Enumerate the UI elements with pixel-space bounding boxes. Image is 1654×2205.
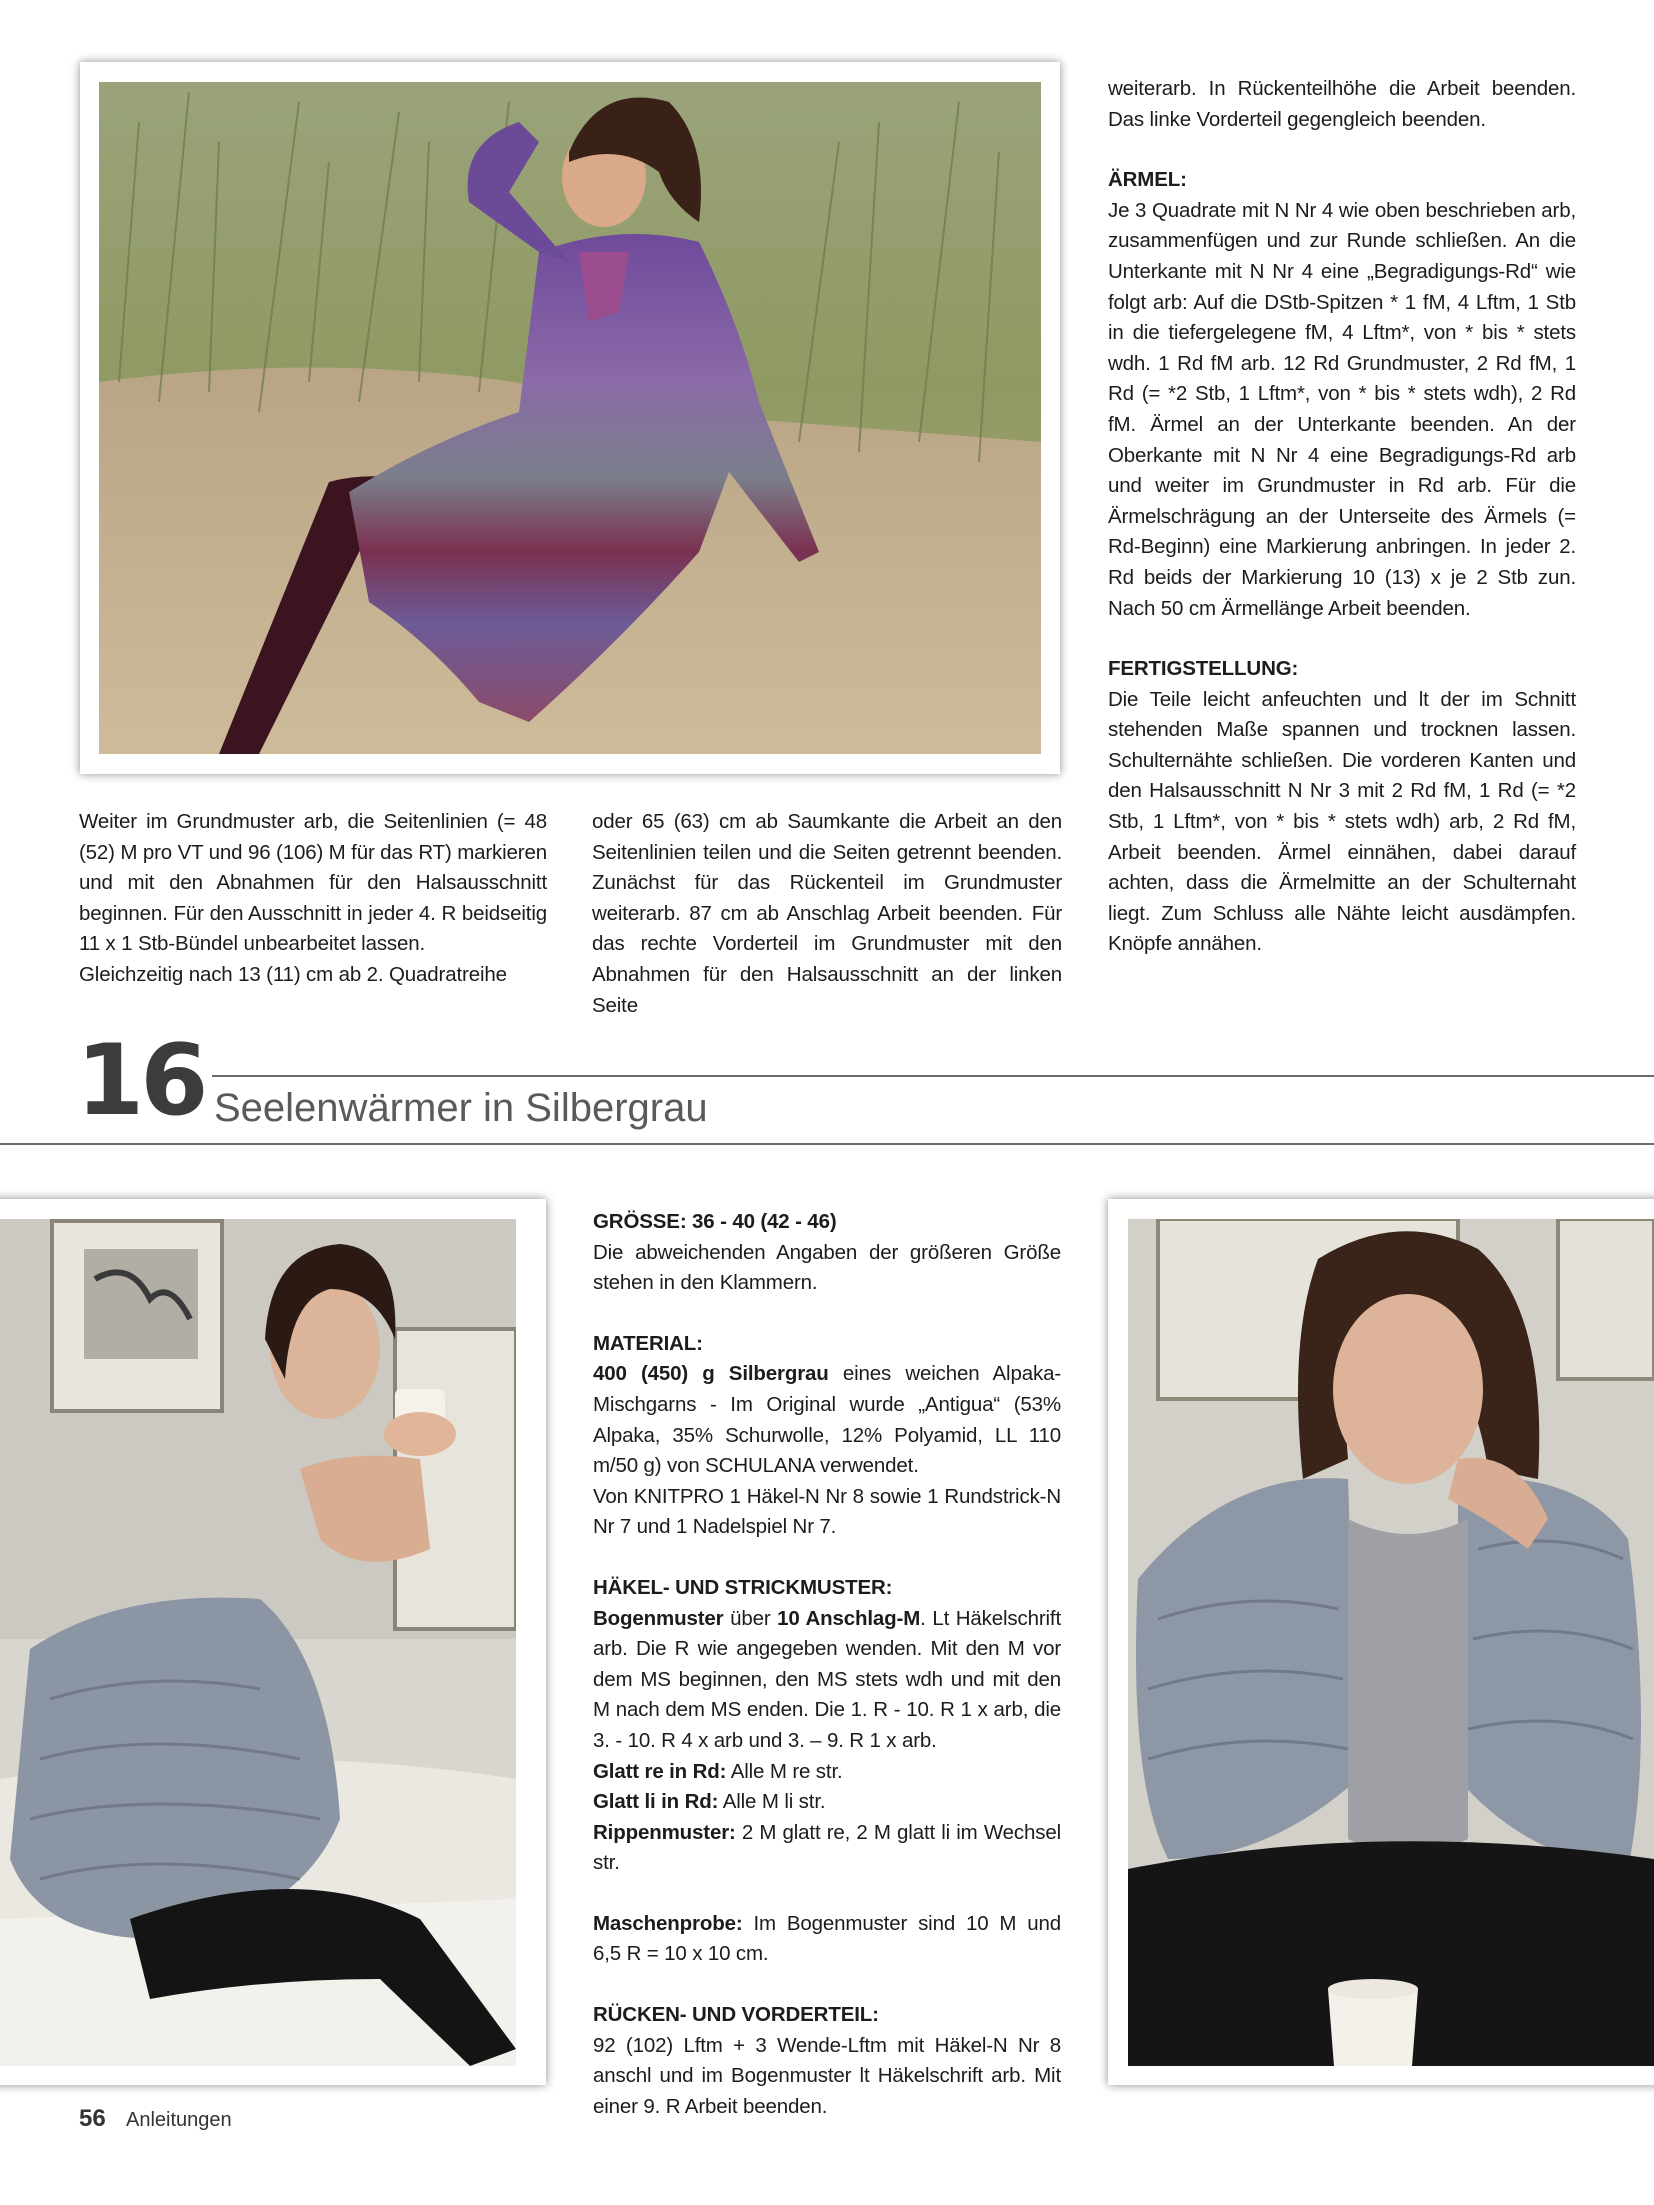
paragraph: Je 3 Quadrate mit N Nr 4 wie oben beschrieben arb, zusammenfügen und zur Runde schließen. An die Unterkante mit N Nr 4 eine „Begradigungs-Rd“ wie folgt arb: Auf die DStb-Spitzen * 1 fM, 4 Lftm, 1 Stb in die tiefergelegene fM, 4 Lftm*, von * bis * stets wdh. 1 Rd fM arb. 12 Rd Grundmuster, 2 Rd fM, 1 Rd (= *2 Stb, 1 Lftm*, von * bis * stets wdh), 2 Rd fM. Ärmel an der Unterkante beenden. An der Oberkante mit N Nr 4 eine Begradigungs-Rd arb und weiter im Grundmuster in Rd arb. Für die Ärmelschrägung an der Unterseite des Ärmels (= Rd-Beginn) eine Markierung anbringen. In jeder 2. Rd beids der Markierung 10 (13) x je 2 Stb zun. Nach 50 cm Ärmellänge Arbeit beenden. [1108,198,1576,620]
arc-mid: über [730,1606,771,1630]
gauge-label: Maschenprobe: [593,1911,743,1935]
arc-pattern-label: Bogenmuster [593,1606,724,1630]
rib-text: 2 M glatt re, 2 M glatt li im Wechsel str. [593,1820,1062,1875]
size-value: 36 - 40 (42 - 46) [692,1210,837,1233]
header-bottom-rule [0,1143,1654,1145]
right-shrug-photo-frame [1108,1199,1654,2085]
arc-text: . Lt Häkelschrift arb. Die R wie angegeben wenden. Mit den M vor dem MS beginnen, den MS stets wdh und mit den M nach dem MS enden. Die 1. R - 10. R 1 x arb, die 3. - 10. R 4 x arb und 3. – 9. R 1 x arb. [593,1606,1062,1752]
paragraph: Die Teile leicht anfeuchten und lt der im Schnitt stehenden Maße spannen und trocknen lassen. Schulternähte schließen. Die vorderen Kanten und den Halsausschnitt N Nr 3 mit 2 Rd fM, 1 Rd (= *2 Stb, 1 Lftm*, von * bis * stets wdh) arb, 2 Rd fM, Arbeit beenden. Ärmel einnähen, dabei darauf achten, dass die Ärmelmitte an der Schulternaht liegt. Zum Schluss alle Nähte leicht ausdämpfen. Knöpfe annähen. [1108,687,1576,956]
reverse-label: Glatt li in Rd: [593,1790,719,1814]
section-heading: MATERIAL: [593,1331,703,1355]
arc-count: 10 Anschlag-M [777,1606,921,1630]
shrug-portrait-photo [1128,1219,1654,2066]
section-heading: FERTIGSTELLUNG: [1108,657,1299,681]
top-right-column [1108,74,1576,960]
reverse-text: Alle M li str. [722,1790,826,1814]
top-middle-column [592,807,1062,1021]
top-photo-frame [80,62,1060,774]
paragraph: weiterarb. In Rückenteilhöhe die Arbeit beenden. Das linke Vorderteil gegengleich beenden. [1108,77,1576,131]
left-shrug-photo-frame [0,1199,546,2085]
paragraph: Die abweichenden Angaben der größeren Größe stehen in den Klammern. [593,1240,1061,1295]
header-top-rule [212,1075,1654,1077]
material-amount: 400 (450) g Silbergrau [593,1362,829,1386]
pattern-instructions-column [593,1207,1061,2122]
paragraph: Von KNITPRO 1 Häkel-N Nr 8 sowie 1 Rundstrick-N Nr 7 und 1 Nadelspiel Nr 7. [593,1484,1061,1539]
shrug-sitting-photo [0,1219,516,2066]
rib-label: Rippenmuster: [593,1820,736,1844]
size-label: GRÖSSE: [593,1210,687,1233]
pattern-number: 16 [76,1024,205,1138]
page-number: 56 [79,2105,106,2132]
top-left-column [79,807,547,991]
paragraph: 92 (102) Lftm + 3 Wende-Lftm mit Häkel-N Nr 8 anschl und im Bogenmuster lt Häkelschrift arb. Mit einer 9. R Arbeit beenden. [593,2033,1061,2118]
paragraph: Weiter im Grundmuster arb, die Seitenlinien (= 48 (52) M pro VT und 96 (106) M für das RT) markieren und mit den Abnahmen für den Halsausschnitt beginnen. Für den Ausschnitt in jeder 4. R beidseitig 11 x 1 Stb-Bündel unbearbeitet lassen. [79,810,547,956]
dune-coat-photo [99,82,1041,754]
stockinette-label: Glatt re in Rd: [593,1759,727,1783]
section-heading: ÄRMEL: [1108,168,1187,192]
material-text: eines weichen Alpaka-Mischgarns - Im Original wurde „Antigua“ (53% Alpaka, 35% Schurwolle, 12% Polyamid, LL 110 m/50 g) von SCHULANA verwendet. [593,1362,1061,1478]
section-heading: HÄKEL- UND STRICKMUSTER: [593,1575,893,1599]
footer-section-label: Anleitungen [126,2109,232,2131]
paragraph: Gleichzeitig nach 13 (11) cm ab 2. Quadratreihe [79,962,507,986]
pattern-title: Seelenwärmer in Silbergrau [214,1086,708,1130]
gauge-text: Im Bogenmuster sind 10 M und 6,5 R = 10 x 10 cm. [593,1911,1062,1966]
section-heading: RÜCKEN- UND VORDERTEIL: [593,2003,879,2027]
stockinette-text: Alle M re str. [730,1759,843,1783]
paragraph: oder 65 (63) cm ab Saumkante die Arbeit an den Seitenlinien teilen und die Seiten getrennt beenden. Zunächst für das Rückenteil im Grundmuster weiterarb. 87 cm ab Anschlag Arbeit beenden. Für das rechte Vorderteil im Grundmuster mit den Abnahmen für den Halsausschnitt an der linken Seite [592,810,1062,1017]
